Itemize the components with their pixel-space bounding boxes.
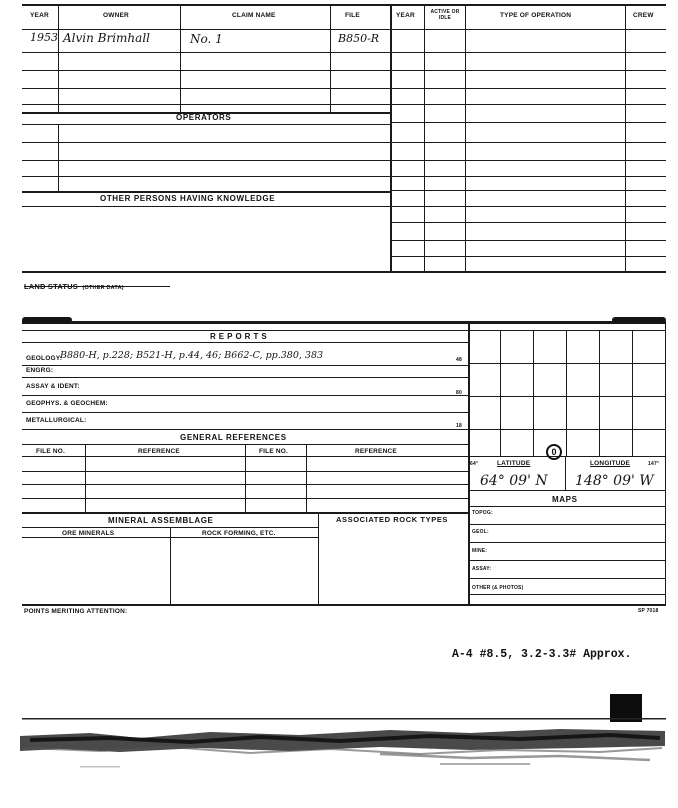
maps-geol-label: GEOL: [472, 529, 489, 535]
column-divider [390, 4, 392, 271]
rule [22, 321, 666, 324]
rule [22, 104, 666, 105]
longitude-label: LONGITUDE [590, 460, 631, 467]
rule [22, 142, 666, 143]
column-divider [85, 444, 86, 512]
grid-line [468, 330, 665, 331]
column-divider [58, 124, 59, 191]
section-general-references: GENERAL REFERENCES [180, 433, 287, 442]
entry-claim-name: No. 1 [190, 32, 223, 46]
engrg-label: ENGRG: [26, 367, 54, 374]
smudge [22, 317, 72, 323]
rule [22, 365, 468, 366]
latitude-label: LATITUDE [497, 460, 531, 467]
grid-line [500, 330, 501, 456]
rule [22, 88, 666, 89]
form-number: SP 7018 [638, 608, 659, 614]
geology-label: GEOLOGY: [26, 355, 63, 362]
latitude-degree-prefix: 64° [470, 461, 479, 467]
land-status-underline [24, 286, 170, 287]
col-active-idle: ACTIVE OR IDLE [430, 9, 460, 21]
column-divider [306, 444, 307, 512]
rule [22, 271, 666, 273]
rule [22, 29, 666, 30]
margin-number: 48 [456, 357, 462, 363]
section-associated-rock-types: ASSOCIATED ROCK TYPES [335, 515, 449, 524]
grid-line [533, 330, 534, 456]
grid-line [468, 429, 665, 430]
scan-noise-band [0, 718, 678, 808]
grid-line [632, 330, 633, 456]
col-owner: OWNER [103, 12, 129, 19]
ref-col-reference: REFERENCE [138, 448, 180, 455]
geology-value: B880-H, p.228; B521-H, p.44, 46; B662-C, pp.380, 383 [60, 350, 324, 361]
rule [22, 191, 390, 193]
col-ore-minerals: ORE MINERALS [62, 530, 115, 537]
land-status-label: LAND STATUS [24, 282, 79, 291]
column-divider [245, 444, 246, 512]
typed-note: A-4 #8.5, 3.2-3.3# Approx. [452, 648, 632, 661]
rule [22, 330, 468, 331]
rule [22, 377, 468, 378]
rule [468, 524, 665, 525]
rule [22, 160, 666, 161]
geophys-label: GEOPHYS. & GEOCHEM: [26, 400, 108, 407]
assay-ident-label: ASSAY & IDENT: [26, 383, 80, 390]
entry-file: B850-R [338, 32, 380, 45]
section-other-persons: OTHER PERSONS HAVING KNOWLEDGE [100, 194, 276, 203]
longitude-value: 148° 09' W [575, 473, 654, 489]
grid-line [468, 456, 665, 457]
col-rock-forming: ROCK FORMING, ETC. [202, 530, 276, 537]
maps-mine-label: MINE: [472, 548, 488, 554]
rule [22, 512, 468, 514]
col-file: FILE [345, 12, 360, 19]
margin-number: 18 [456, 423, 462, 429]
col-year: YEAR [30, 12, 49, 19]
column-divider [170, 527, 171, 604]
rule [22, 176, 666, 177]
rule [22, 124, 390, 125]
circled-mark: 0 [546, 444, 562, 460]
rule [468, 594, 665, 595]
maps-other-label: OTHER (& PHOTOS) [472, 585, 524, 591]
latitude-value: 64° 09' N [480, 473, 548, 489]
rule [22, 342, 468, 343]
grid-line [565, 456, 566, 490]
rule [22, 52, 666, 53]
column-divider [58, 4, 59, 112]
land-status-heading [24, 276, 124, 294]
rule [22, 70, 666, 71]
column-divider [424, 4, 425, 271]
points-meriting-attention-label: POINTS MERITING ATTENTION: [24, 608, 128, 615]
column-divider [180, 4, 181, 112]
col-type-of-operation: TYPE OF OPERATION [500, 12, 572, 19]
rule [468, 542, 665, 543]
grid-line [599, 330, 600, 456]
col-claim-name: CLAIM NAME [232, 12, 276, 19]
maps-assay-label: ASSAY: [472, 566, 492, 572]
rule [468, 506, 665, 507]
smudge [612, 317, 666, 323]
maps-topog-label: TOPOG: [472, 510, 493, 516]
section-operators: OPERATORS [176, 113, 232, 122]
ref-col-file-no: FILE NO. [36, 448, 66, 455]
ref-col-file-no-2: FILE NO. [259, 448, 289, 455]
entry-year: 1953 [30, 31, 58, 44]
grid-line [665, 322, 666, 604]
rule [22, 429, 468, 430]
section-maps: MAPS [552, 495, 578, 504]
rule [468, 490, 665, 491]
section-reports: REPORTS [210, 332, 270, 341]
grid-line [468, 363, 665, 364]
rule [22, 4, 666, 6]
rule [22, 206, 390, 207]
grid-line [566, 330, 567, 456]
grid-line [468, 396, 665, 397]
rule [22, 412, 468, 413]
rule [468, 560, 665, 561]
col-crew: CREW [633, 12, 654, 19]
metallurgical-label: METALLURGICAL: [26, 417, 87, 424]
column-divider [318, 512, 319, 604]
land-status-sublabel: (OTHER DATA) [82, 285, 124, 291]
col-year-2: YEAR [396, 12, 415, 19]
rule [22, 395, 468, 396]
entry-owner: Alvin Brimhall [63, 31, 150, 45]
longitude-degree-suffix: 147° [648, 461, 660, 467]
column-divider [330, 4, 331, 112]
ref-col-reference-2: REFERENCE [355, 448, 397, 455]
column-divider [625, 4, 626, 271]
margin-number: 80 [456, 390, 462, 396]
rule [22, 604, 666, 606]
rule [468, 578, 665, 579]
section-mineral-assemblage: MINERAL ASSEMBLAGE [108, 516, 214, 525]
column-divider [465, 4, 466, 271]
